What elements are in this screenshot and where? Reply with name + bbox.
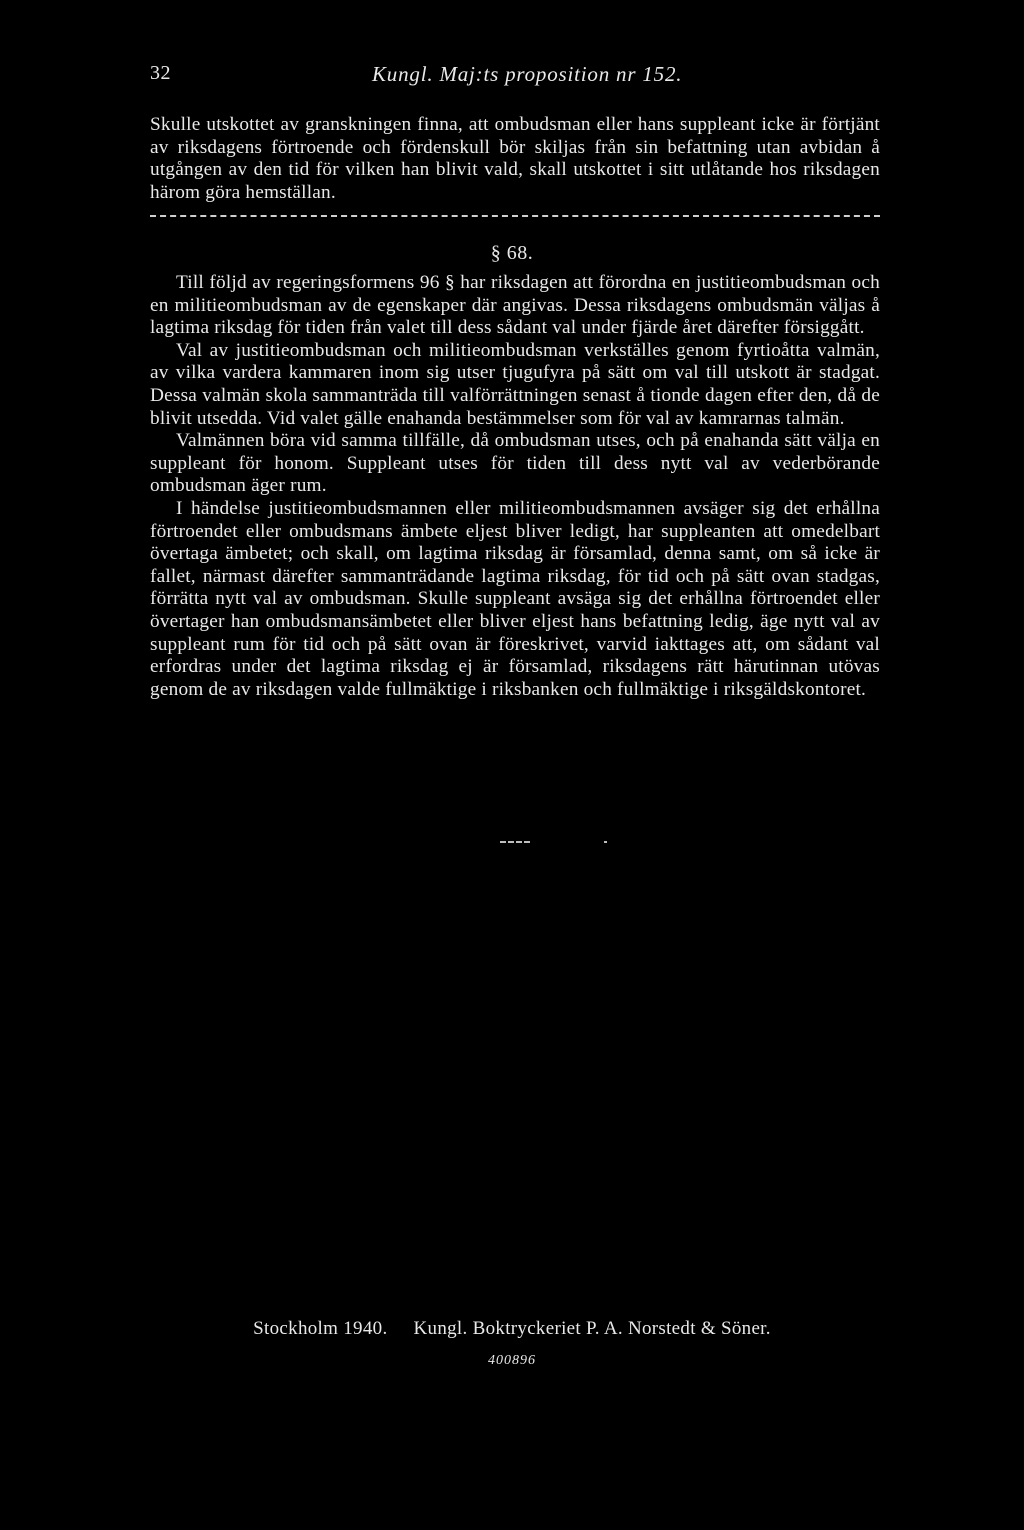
page-number: 32 xyxy=(150,62,171,84)
imprint-printer: Kungl. Boktryckeriet P. A. Norstedt & Söner. xyxy=(413,1318,771,1339)
paragraph-4: I händelse justitieombudsmannen eller militieombudsmannen avsäger sig det erhållna förtroendet eller ombudsmans ämbete eljest bliver ledigt, har suppleanten att omedelbart övertaga ämbetet; och skall, om lagtima riksdag är församlad, denna samt, om så icke är fallet, närmast därefter sammanträdande lagtima riksdag, för tid och på sätt ovan stadgas, förrätta nytt val av ombudsman. Skulle suppleant avsäga sig det erhållna förtroendet eller övertager han ombudsmansämbetet eller bliver eljest hans befattning ledig, äge nytt val av suppleant rum för tid och på sätt ovan är föreskrivet, varvid iakttages att, om sådant val erfordras under det lagtima riksdag ej är församlad, riksdagens rätt härutinnan utövas genom de av riksdagen valde fullmäktige i riksbanken och fullmäktige i riksgäldskontoret. xyxy=(150,497,880,700)
paragraph-3: Valmännen böra vid samma tillfälle, då ombudsman utses, och på enahanda sätt välja en suppleant för honom. Suppleant utses för tiden till dess nytt val av vederbörande ombudsman äger rum. xyxy=(150,430,880,497)
section-body xyxy=(150,272,880,701)
end-mark xyxy=(500,841,530,843)
intro-text xyxy=(150,114,880,204)
paragraph-2: Val av justitieombudsman och militieombudsman verkställes genom fyrtioåtta valmän, av vilka vardera kammaren inom sig utser tjugufyra på sätt om val till utskott är stadgat. Dessa valmän skola sammanträda till valförrättningen senast å tionde dagen efter den, då de blivit utsedda. Vid valet gälle enahanda bestämmelser som för val av kamrarnas talmän. xyxy=(150,339,880,429)
running-head: Kungl. Maj:ts proposition nr 152. xyxy=(372,62,683,86)
paragraph-1: Till följd av regeringsformens 96 § har riksdagen att förordna en justitieombudsman och en militieombudsman av de egenskaper där angivas. Dessa riksdagens ombudsmän väljas å lagtima riksdag för tiden från valet till dess sådant val under fjärde året därefter försiggått. xyxy=(150,272,880,339)
imprint xyxy=(0,1318,1024,1340)
print-number: 400896 xyxy=(488,1353,536,1368)
intro-paragraph: Skulle utskottet av granskningen finna, att ombudsman eller hans suppleant icke är förtjänt av riksdagens förtroende och fördenskull bör skiljas från sin befattning utan avbidan å utgången av den tid för vilken han blivit vald, skall utskottet i sitt utlåtande hos riksdagen härom göra hemställan. xyxy=(150,114,880,203)
imprint-place-year: Stockholm 1940. xyxy=(253,1318,388,1339)
section-heading: § 68. xyxy=(490,242,534,264)
dashed-separator xyxy=(150,215,880,217)
end-dot xyxy=(604,841,607,843)
